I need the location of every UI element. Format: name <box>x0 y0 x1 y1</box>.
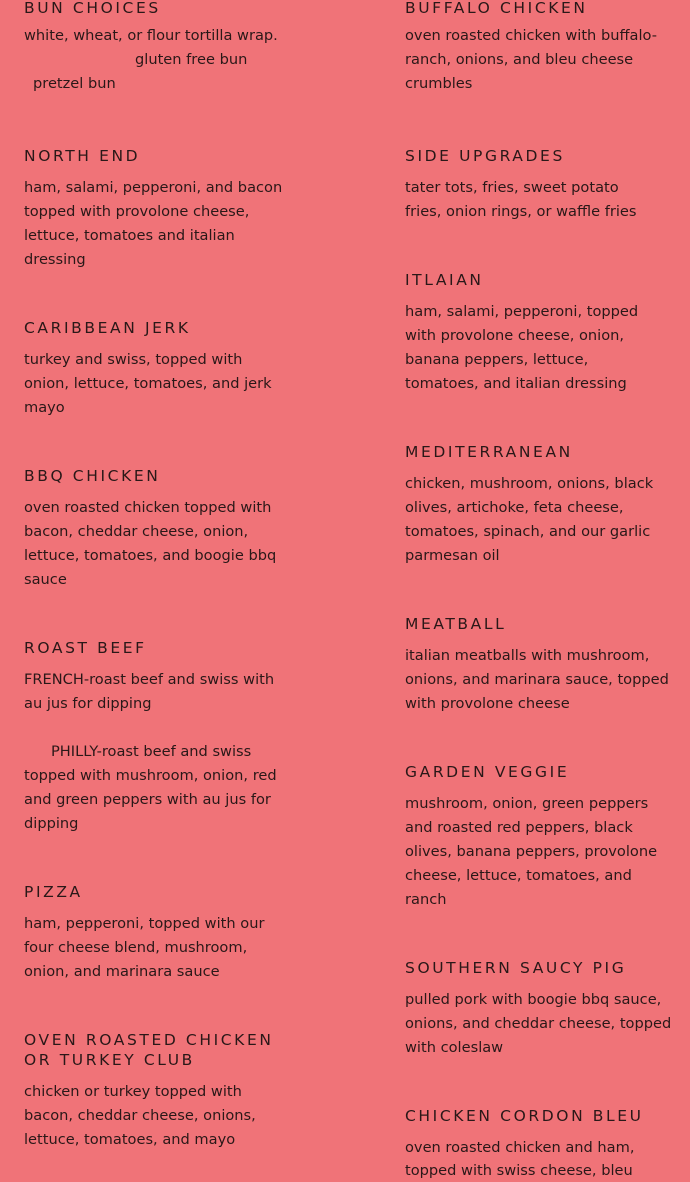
description-line: pulled pork with boogie bbq sauce, <box>405 991 662 1008</box>
description-line: mayo <box>24 399 65 416</box>
menu-item-description <box>405 644 669 716</box>
description-line: au jus for dipping <box>24 695 152 712</box>
menu-item-chicken-cordon-bleu <box>405 1106 655 1182</box>
description-line: lettuce, tomatoes, and mayo <box>24 1131 236 1148</box>
menu-item-heading: CHICKEN CORDON BLEU <box>405 1107 644 1125</box>
menu-item-bbq-chicken <box>24 466 277 592</box>
description-line: with provolone cheese, onion, <box>405 327 625 344</box>
description-line: ranch <box>405 891 447 908</box>
description-line: four cheese blend, mushroom, <box>24 939 248 956</box>
menu-item-heading: SIDE UPGRADES <box>405 147 565 165</box>
menu-item-heading: SOUTHERN SAUCY PIG <box>405 959 627 977</box>
description-line: and green peppers with au jus for <box>24 791 271 808</box>
description-line: tomatoes, spinach, and our garlic <box>405 523 651 540</box>
heading-line: OR TURKEY CLUB <box>24 1051 195 1069</box>
description-line: onions, and marinara sauce, topped <box>405 671 669 688</box>
menu-item-description <box>24 496 277 592</box>
menu-item-oven-roasted-club <box>24 1030 274 1152</box>
menu-item-heading: NORTH END <box>24 147 141 165</box>
description-line: chicken or turkey topped with <box>24 1083 242 1100</box>
menu-item-bun-choices <box>24 0 278 96</box>
menu-item-description <box>24 24 278 96</box>
description-line: with provolone cheese <box>405 695 570 712</box>
description-line: pretzel bun <box>33 75 116 92</box>
description-line: topped with provolone cheese, <box>24 203 250 220</box>
description-line: dressing <box>24 251 86 268</box>
description-line: with coleslaw <box>405 1039 504 1056</box>
menu-item-description <box>24 348 274 420</box>
menu-item-heading: ROAST BEEF <box>24 639 147 657</box>
description-line: tomatoes, and italian dressing <box>405 375 627 392</box>
description-line: onion, lettuce, tomatoes, and jerk <box>24 375 272 392</box>
description-line: sauce <box>24 571 67 588</box>
menu-item-heading: MEATBALL <box>405 615 507 633</box>
description-line: ham, pepperoni, topped with our <box>24 915 265 932</box>
menu-item-description <box>24 176 283 272</box>
menu-item-heading <box>24 1030 274 1070</box>
menu-item-heading: BUFFALO CHICKEN <box>405 0 588 17</box>
menu-item-heading: BUN CHOICES <box>24 0 161 17</box>
description-line: banana peppers, lettuce, <box>405 351 589 368</box>
menu-item-pizza <box>24 882 274 984</box>
menu-item-description <box>405 988 672 1060</box>
description-spacer <box>24 716 274 740</box>
menu-item-heading: CARIBBEAN JERK <box>24 319 191 337</box>
menu-item-description <box>405 792 658 912</box>
description-line: lettuce, tomatoes, and boogie bbq <box>24 547 277 564</box>
description-line: gluten free bun <box>135 51 248 68</box>
description-line: onion, and marinara sauce <box>24 963 220 980</box>
description-line: chicken, mushroom, onions, black <box>405 475 654 492</box>
description-line: topped with swiss cheese, bleu <box>405 1162 633 1179</box>
menu-item-description <box>405 472 655 568</box>
description-line: dipping <box>24 815 79 832</box>
description-line: cheese, lettuce, tomatoes, and <box>405 867 632 884</box>
description-line: bacon, cheddar cheese, onions, <box>24 1107 256 1124</box>
description-line: and roasted red peppers, black <box>405 819 633 836</box>
description-line: oven roasted chicken topped with <box>24 499 272 516</box>
description-line: olives, artichoke, feta cheese, <box>405 499 624 516</box>
menu-item-meatball <box>405 614 669 716</box>
menu-item-description <box>405 1136 655 1182</box>
description-line: topped with mushroom, onion, red <box>24 767 277 784</box>
menu-item-side-upgrades <box>405 146 655 224</box>
menu-item-description <box>24 912 274 984</box>
description-line: italian meatballs with mushroom, <box>405 647 650 664</box>
menu-item-heading: PIZZA <box>24 883 83 901</box>
description-line: onions, and cheddar cheese, topped <box>405 1015 672 1032</box>
description-line: parmesan oil <box>405 547 500 564</box>
menu-item-heading: BBQ CHICKEN <box>24 467 161 485</box>
menu-item-caribbean-jerk <box>24 318 274 420</box>
menu-item-description <box>405 24 655 96</box>
description-line: oven roasted chicken and ham, <box>405 1139 635 1156</box>
menu-item-north-end <box>24 146 283 272</box>
menu-item-heading: MEDITERRANEAN <box>405 443 573 461</box>
description-line: mushroom, onion, green peppers <box>405 795 649 812</box>
menu-item-heading: GARDEN VEGGIE <box>405 763 570 781</box>
menu-item-buffalo-chicken <box>405 0 655 96</box>
description-line: tater tots, fries, sweet potato <box>405 179 619 196</box>
menu-item-description <box>405 300 655 396</box>
description-line: crumbles <box>405 75 473 92</box>
description-line: fries, onion rings, or waffle fries <box>405 203 637 220</box>
description-line: white, wheat, or flour tortilla wrap. <box>24 27 278 44</box>
description-line: PHILLY-roast beef and swiss <box>51 743 252 760</box>
menu-item-heading: ITLAIAN <box>405 271 484 289</box>
menu-item-itlaian <box>405 270 655 396</box>
description-line: ham, salami, pepperoni, topped <box>405 303 639 320</box>
description-line: ranch, onions, and bleu cheese <box>405 51 634 68</box>
description-line: ham, salami, pepperoni, and bacon <box>24 179 283 196</box>
menu-item-roast-beef <box>24 638 277 836</box>
description-line: olives, banana peppers, provolone <box>405 843 658 860</box>
description-line: bacon, cheddar cheese, onion, <box>24 523 249 540</box>
description-line: FRENCH-roast beef and swiss with <box>24 671 275 688</box>
heading-line: OVEN ROASTED CHICKEN <box>24 1031 274 1049</box>
description-line: lettuce, tomatoes and italian <box>24 227 235 244</box>
description-line: turkey and swiss, topped with <box>24 351 243 368</box>
menu-item-southern-saucy-pig <box>405 958 672 1060</box>
menu-item-mediterranean <box>405 442 655 568</box>
description-line: oven roasted chicken with buffalo- <box>405 27 657 44</box>
menu-item-description <box>24 668 277 836</box>
menu-item-description <box>405 176 655 224</box>
menu-item-description <box>24 1080 274 1152</box>
menu-item-garden-veggie <box>405 762 658 912</box>
